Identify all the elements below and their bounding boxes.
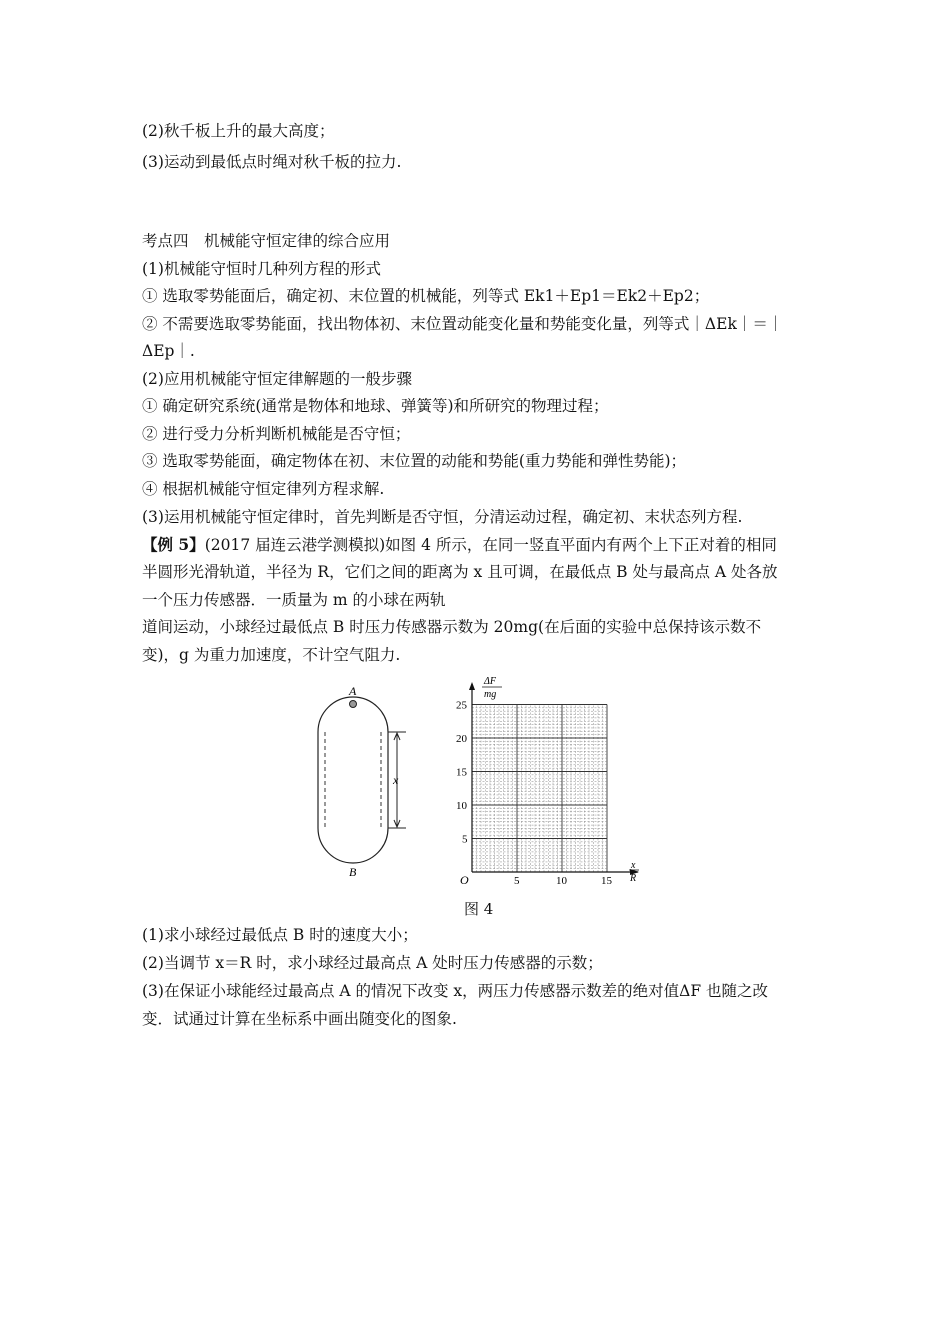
example-line-3: 一个压力传感器．一质量为 m 的小球在两轨 bbox=[142, 591, 446, 609]
example-text-1: (2017 届连云港学测模拟)如图 4 所示，在同一竖直平面内有两个上下正对着的相同 bbox=[204, 536, 777, 554]
label-a: A bbox=[349, 684, 357, 698]
track-figure bbox=[300, 680, 420, 885]
example-tag: 【例 5】 bbox=[142, 535, 205, 554]
y-tick-label: 20 bbox=[456, 733, 467, 745]
step-1: ① 确定研究系统(通常是物体和地球、弹簧等)和所研究的物理过程； bbox=[142, 397, 609, 415]
y-label-numerator: ΔF bbox=[484, 676, 496, 687]
x-tick-label: 5 bbox=[514, 875, 520, 887]
origin-label: O bbox=[460, 873, 469, 887]
y-label-denominator: mg bbox=[484, 689, 497, 700]
section-point-1b-line2: ΔEp｜. bbox=[142, 342, 195, 360]
example-line-5: 变)，g 为重力加速度，不计空气阻力. bbox=[142, 646, 401, 664]
x-tick-label: 10 bbox=[556, 875, 567, 887]
figure-caption: 图 4 bbox=[464, 900, 494, 918]
section-title: 考点四 机械能守恒定律的综合应用 bbox=[142, 232, 391, 250]
question-1: (1)求小球经过最低点 B 时的速度大小； bbox=[142, 926, 418, 944]
example-line-1 bbox=[142, 535, 777, 555]
label-b: B bbox=[349, 865, 357, 879]
x-label-numerator: x bbox=[631, 860, 636, 871]
section-point-1a: ① 选取零势能面后，确定初、末位置的机械能，列等式 Ek1＋Ep1＝Ek2＋Ep2； bbox=[142, 287, 710, 305]
ball bbox=[350, 701, 357, 708]
y-tick-label: 10 bbox=[456, 800, 467, 812]
x-tick-label: 15 bbox=[601, 875, 612, 887]
y-axis-arrow bbox=[469, 682, 475, 690]
section-point-1b-line1: ② 不需要选取零势能面，找出物体初、末位置动能变化量和势能变化量，列等式｜ΔEk｜＝｜ bbox=[142, 315, 784, 333]
chart-figure bbox=[450, 672, 650, 890]
example-line-4: 道间运动，小球经过最低点 B 时压力传感器示数为 20mg(在后面的实验中总保持该示数不 bbox=[142, 618, 762, 636]
label-x: x bbox=[393, 773, 399, 787]
section-point-2: (2)应用机械能守恒定律解题的一般步骤 bbox=[142, 370, 412, 388]
question-3-line1: (3)在保证小球能经过最高点 A 的情况下改变 x，两压力传感器示数差的绝对值ΔF 也随之改 bbox=[142, 982, 769, 1000]
outer-track bbox=[318, 697, 388, 863]
section-point-3: (3)运用机械能守恒定律时，首先判断是否守恒，分清运动过程，确定初、末状态列方程. bbox=[142, 508, 743, 526]
example-line-2: 半圆形光滑轨道，半径为 R，它们之间的距离为 x 且可调，在最低点 B 处与最高点 A 处各放 bbox=[142, 563, 778, 581]
x-label-denominator: R bbox=[630, 873, 637, 884]
step-4: ④ 根据机械能守恒定律列方程求解. bbox=[142, 480, 385, 498]
question-2: (2)当调节 x＝R 时，求小球经过最高点 A 处时压力传感器的示数； bbox=[142, 954, 603, 972]
section-point-1: (1)机械能守恒时几种列方程的形式 bbox=[142, 260, 381, 278]
y-tick-label: 5 bbox=[462, 833, 468, 846]
question-3-line2: 变．试通过计算在坐标系中画出随变化的图象. bbox=[142, 1010, 457, 1028]
step-3: ③ 选取零势能面，确定物体在初、末位置的动能和势能(重力势能和弹性势能)； bbox=[142, 452, 687, 470]
step-2: ② 进行受力分析判断机械能是否守恒； bbox=[142, 425, 411, 443]
top-question-2: (2)秋千板上升的最大高度； bbox=[142, 122, 335, 140]
y-tick-label: 15 bbox=[456, 766, 467, 779]
top-question-3: (3)运动到最低点时绳对秋千板的拉力. bbox=[142, 153, 402, 171]
y-tick-label: 25 bbox=[456, 699, 467, 712]
chart-grid bbox=[472, 705, 607, 873]
